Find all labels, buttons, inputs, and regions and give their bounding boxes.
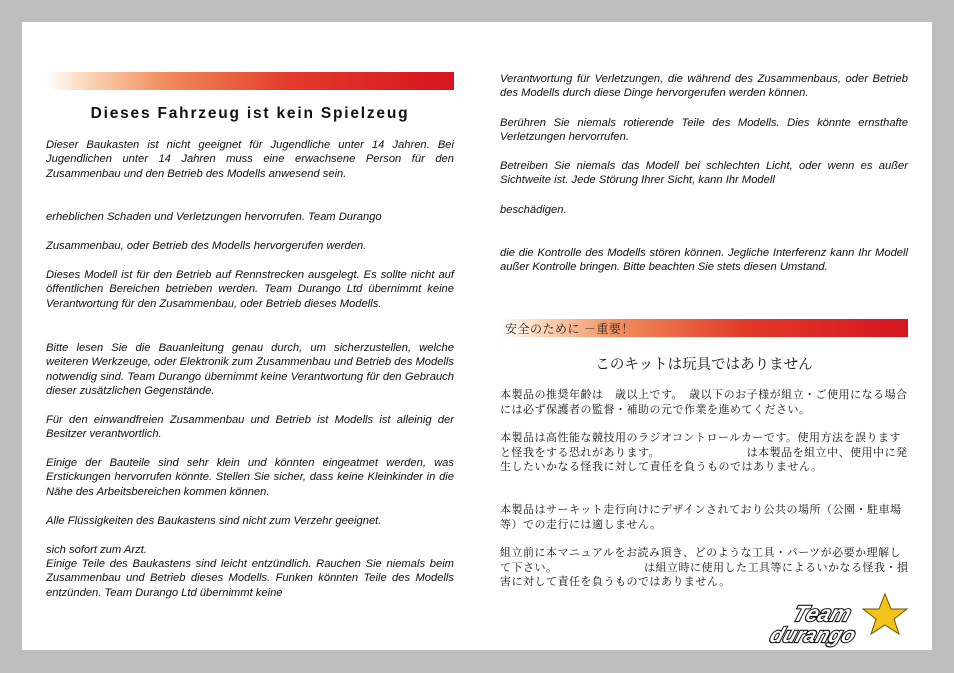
paragraph: Verantwortung für Verletzungen, die während des Zusammenbaus, oder Betrieb des Modells durch diese Dinge hervorgerufen werden können. bbox=[500, 73, 908, 100]
paragraph: sich sofort zum Arzt. bbox=[46, 544, 147, 556]
logo-text-team: Team bbox=[789, 601, 855, 626]
jp-paragraph: 組立前に本マニュアルをお読み頂き、どのような工具・パーツが必要か理解して下さい。 は組立時に使用した工具等によるいかなる怪我・損害に対して責任を負うものではありません。 bbox=[500, 547, 909, 588]
jp-title: このキットは玩具ではありません bbox=[595, 357, 813, 373]
logo-text-durango: durango bbox=[767, 623, 859, 647]
star-icon bbox=[863, 594, 907, 634]
paragraph: Alle Flüssigkeiten des Baukastens sind nicht zum Verzehr geeignet. bbox=[46, 515, 382, 527]
paragraph: Einige Teile des Baukastens sind leicht entzündlich. Rauchen Sie niemals beim Zusammenbau und Betrieb dieses Modells. Funken könnten Teile des Modells entzünden. Team Durango Ltd übernimmt keine bbox=[46, 558, 454, 599]
logo-graphic bbox=[765, 592, 925, 648]
left-gradient-bar bbox=[46, 72, 454, 90]
paragraph: beschädigen. bbox=[500, 204, 567, 216]
paragraph: die die Kontrolle des Modells stören können. Jegliche Interferenz kann Ihr Modell außer Kontrolle bringen. Bitte beachten Sie stets diesen Umstand. bbox=[500, 247, 908, 274]
paragraph: Berühren Sie niemals rotierende Teile des Modells. Dies könnte ernsthafte Verletzungen hervorrufen. bbox=[500, 117, 908, 144]
jp-paragraph: 本製品はサーキット走行向けにデザインされており公共の場所（公園・駐車場等）での走行には適しません。 bbox=[500, 504, 902, 531]
team-durango-logo bbox=[765, 592, 925, 648]
jp-paragraph: 本製品の推奨年齢は 歳以上です。 歳以下のお子様が組立・ご使用になる場合には必ず保護者の監督・補助の元で作業を進めてください。 bbox=[500, 389, 908, 416]
paragraph: Zusammenbau, oder Betrieb des Modells hervorgerufen werden. bbox=[46, 240, 367, 252]
paragraph: Betreiben Sie niemals das Modell bei schlechten Licht, oder wenn es außer Sichtweite ist. Jede Störung Ihrer Sicht, kann Ihr Modell bbox=[500, 160, 908, 187]
paragraph: Bitte lesen Sie die Bauanleitung genau durch, um sicherzustellen, welche weiteren Werkzeuge, oder Elektronik zum Zusammenbau und Betrieb des Modells notwendig sind. Team Durango übernimmt keine Verantwortung für den Gebrauch dieser zusätzlichen Gegenstände. bbox=[46, 342, 454, 398]
jp-safety-label: 安全のために －重要！ bbox=[505, 322, 634, 336]
paragraph: Für den einwandfreien Zusammenbau und Betrieb ist Modells ist alleinig der Besitzer verantwortlich. bbox=[46, 414, 454, 441]
main-heading: Dieses Fahrzeug ist kein Spielzeug bbox=[90, 105, 410, 122]
paragraph: Dieses Modell ist für den Betrieb auf Rennstrecken ausgelegt. Es sollte nicht auf öffentlichen Bereichen betrieben werden. Team Durango Ltd übernimmt keine Verantwortung für den Zusammenbau, oder Betrieb dieses Modells. bbox=[46, 269, 454, 310]
jp-paragraph: 本製品は高性能な競技用のラジオコントロールカーです。使用方法を誤りますと怪我をする恐れがあります。 は本製品を組立中、使用中に発生したいかなる怪我に対して責任を負うものではありません。 bbox=[500, 432, 908, 473]
paragraph: Dieser Baukasten ist nicht geeignet für Jugendliche unter 14 Jahren. Bei Jugendlichen unter 14 Jahren muss eine erwachsene Person für den Zusammenbau und den Betrieb des Modells anwesend sein. bbox=[46, 139, 454, 180]
paragraph: Einige der Bauteile sind sehr klein und könnten eingeatmet werden, was Erstickungen hervorrufen könnte. Stellen Sie sicher, dass keine Kleinkinder in die Nähe des Arbeitsbereichen kommen können. bbox=[46, 457, 454, 498]
paragraph: erheblichen Schaden und Verletzungen hervorrufen. Team Durango bbox=[46, 211, 382, 223]
